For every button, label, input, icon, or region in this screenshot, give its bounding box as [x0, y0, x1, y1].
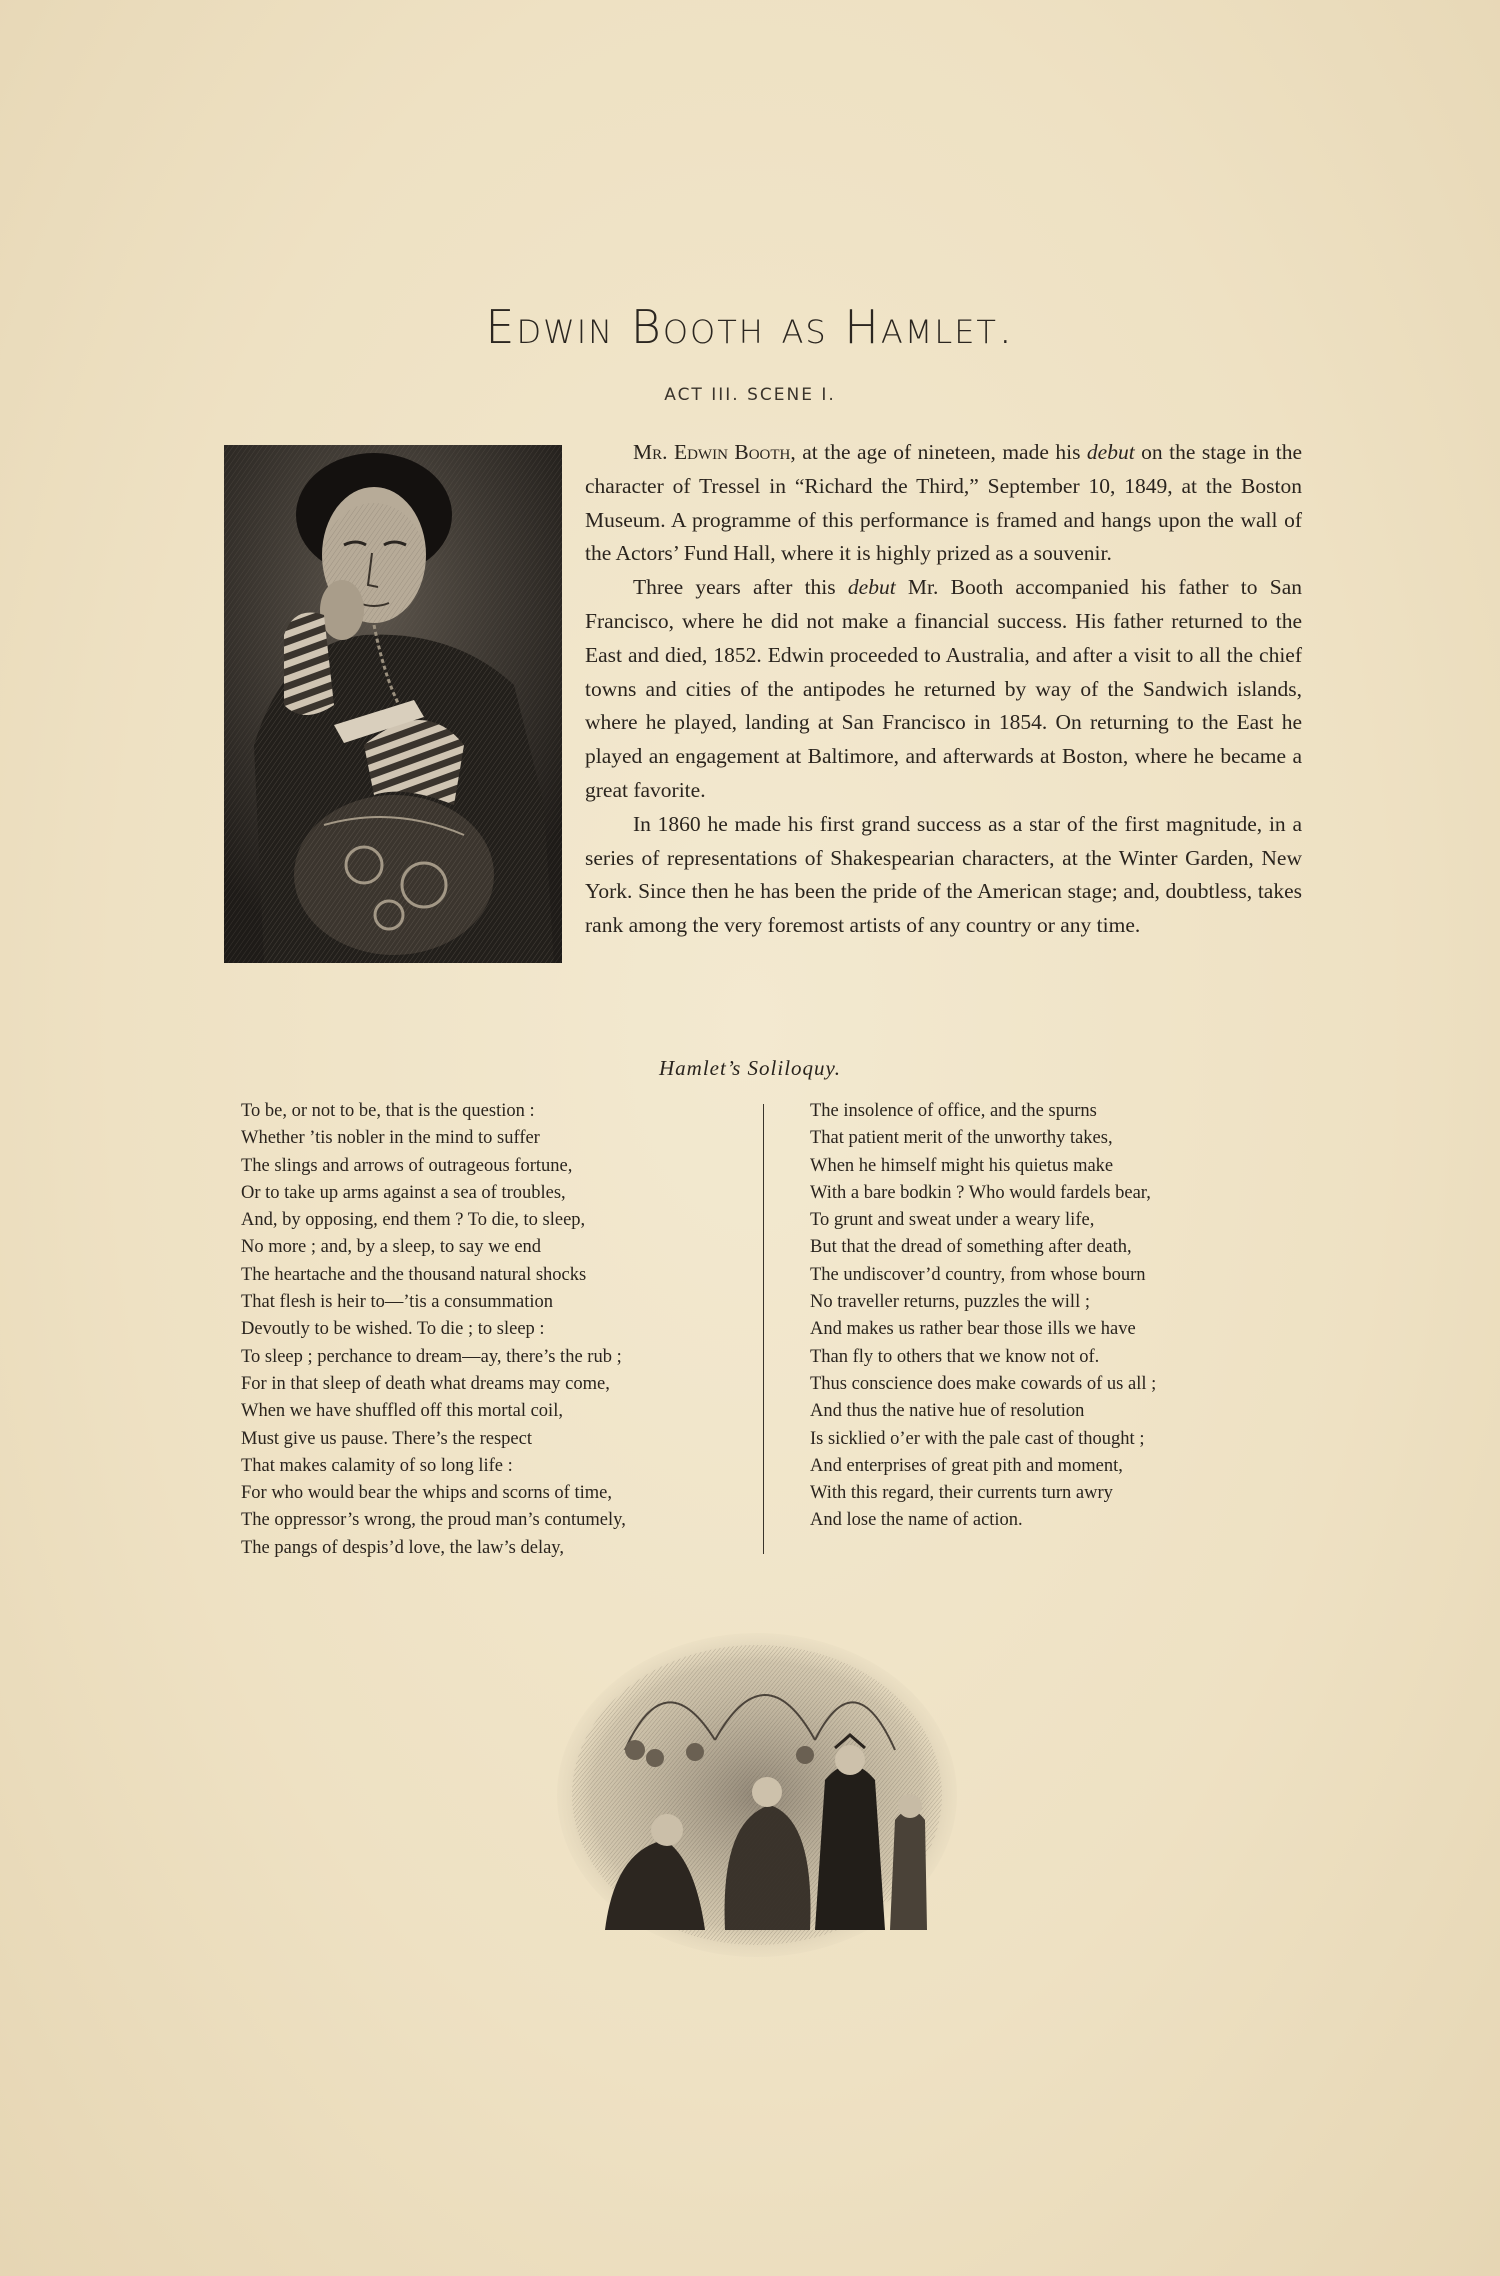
verse-line: Devoutly to be wished. To die ; to sleep :	[241, 1319, 545, 1340]
verse-line: The heartache and the thousand natural shocks	[241, 1264, 587, 1285]
column-divider	[763, 1104, 764, 1554]
paragraph-2-text-a: Three years after this	[633, 575, 848, 600]
play-scene-engraving	[555, 1630, 960, 1960]
verse-line: To sleep ; perchance to dream—ay, there’s the rub ;	[241, 1346, 622, 1367]
verse-line: The insolence of office, and the spurns	[810, 1101, 1097, 1121]
biography-text	[222, 436, 1302, 1006]
paragraph-1-text-b: on the stage in the character of Tressel in “Richard the Third,” September 10, 1849, at the Boston Museum. A programme of this performance is framed and hangs upon the wall of the Actors’ Fund Hall, where it is highly prized as a souvenir.	[585, 440, 1302, 566]
verse-line: And enterprises of great pith and moment,	[810, 1455, 1123, 1476]
verse-line: Whether ’tis nobler in the mind to suffer	[241, 1128, 540, 1149]
verse-line: But that the dread of something after death,	[810, 1237, 1132, 1258]
verse-line: And lose the name of action.	[810, 1510, 1023, 1531]
verse-line: That patient merit of the unworthy takes,	[810, 1128, 1113, 1149]
verse-line: When he himself might his quietus make	[810, 1155, 1114, 1176]
verse-line: Than fly to others that we know not of.	[810, 1346, 1100, 1367]
verse-line: When we have shuffled off this mortal coil,	[241, 1401, 563, 1422]
verse-line: With this regard, their currents turn awry	[810, 1483, 1113, 1504]
verse-line: The oppressor’s wrong, the proud man’s contumely,	[241, 1510, 626, 1531]
page-title: Edwin Booth as Hamlet.	[485, 300, 1015, 354]
name-smallcaps: Mr. Edwin Booth	[633, 440, 791, 464]
verse-line: And thus the native hue of resolution	[810, 1401, 1085, 1422]
paragraph-3: In 1860 he made his first grand success as a star of the first magnitude, in a series of representations of Shakespearian characters, at the Winter Garden, New York. Since then he has been the pride of the American stage; and, doubtless, takes rank among the very foremost artists of any country or any time.	[585, 811, 1302, 938]
debut-italic-2: debut	[847, 575, 896, 600]
verse-line: That makes calamity of so long life :	[241, 1455, 513, 1476]
verse-line: The slings and arrows of outrageous fortune,	[241, 1155, 573, 1176]
verse-line: The undiscover’d country, from whose bourn	[810, 1264, 1146, 1285]
verse-line: And makes us rather bear those ills we have	[810, 1319, 1136, 1340]
soliloquy-left-column	[241, 1098, 741, 1562]
paragraph-2-text-b: Mr. Booth accompanied his father to San Francisco, where he did not make a financial success. His father returned to the East and died, 1852. Edwin proceeded to Australia, and after a visit to all the chief towns and cities of the antipodes he returned by way of the Sandwich islands, where he played, landing at San Francisco in 1854. On returning to the East he played an engagement at Baltimore, and afterwards at Boston, where he became a great favorite.	[585, 575, 1302, 802]
debut-italic: debut	[1086, 440, 1135, 464]
paragraph-1-text-a: , at the age of nineteen, made his	[790, 440, 1087, 464]
verse-line: For in that sleep of death what dreams may come,	[241, 1373, 610, 1394]
verse-line: That flesh is heir to—’tis a consummation	[241, 1292, 554, 1313]
verse-line: Thus conscience does make cowards of us all ;	[810, 1373, 1157, 1394]
verse-line: To grunt and sweat under a weary life,	[810, 1210, 1095, 1231]
court-scene-illustration	[555, 1630, 960, 1960]
verse-line: The pangs of despis’d love, the law’s delay,	[241, 1537, 564, 1558]
verse-line: To be, or not to be, that is the question :	[241, 1101, 535, 1121]
portrait-spacer	[222, 440, 585, 1006]
verse-line: Must give us pause. There’s the respect	[241, 1428, 532, 1449]
soliloquy-right-column	[810, 1098, 1310, 1535]
verse-line: No more ; and, by a sleep, to say we end	[241, 1237, 542, 1258]
verse-line: For who would bear the whips and scorns of time,	[241, 1483, 612, 1504]
soliloquy-heading: Hamlet’s Soliloquy.	[659, 1056, 841, 1080]
verse-line: Or to take up arms against a sea of troubles,	[241, 1182, 566, 1203]
verse-line: Is sicklied o’er with the pale cast of thought ;	[810, 1428, 1145, 1449]
verse-line: With a bare bodkin ? Who would fardels bear,	[810, 1182, 1151, 1203]
verse-line: And, by opposing, end them ? To die, to sleep,	[241, 1210, 586, 1231]
act-scene-subtitle: ACT III. SCENE I.	[664, 385, 836, 405]
verse-line: No traveller returns, puzzles the will ;	[810, 1292, 1090, 1313]
